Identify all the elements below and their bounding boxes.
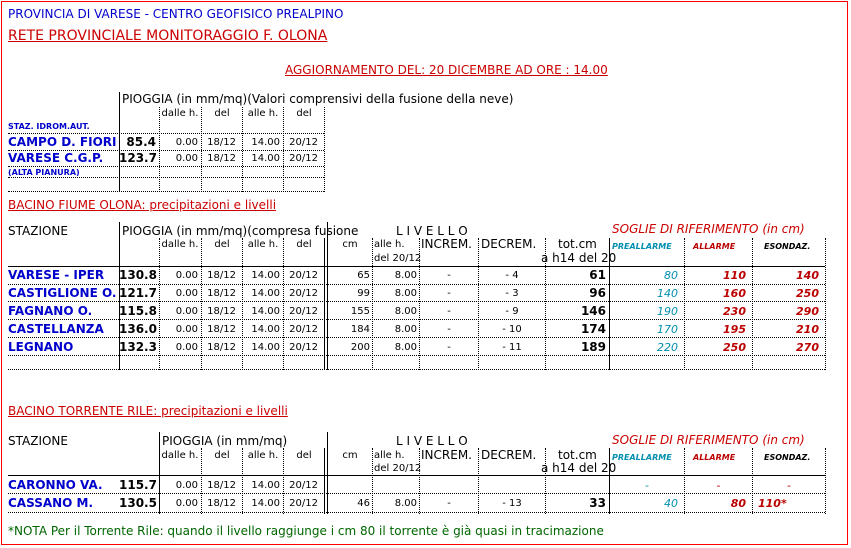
alta-pianura-note: (ALTA PIANURA) <box>8 168 80 177</box>
col-stazione: STAZIONE <box>8 434 68 448</box>
sec1-grid <box>324 107 325 192</box>
h-increm: INCREM. <box>421 237 472 251</box>
cell: 14.00 <box>251 498 280 509</box>
cell: 0.00 <box>175 324 198 335</box>
h-ah14: a h14 del 20 <box>541 461 617 475</box>
h-dalle: dalle h. <box>161 450 199 461</box>
col-livello: L I V E L L O <box>396 434 468 448</box>
cell-cm: 99 <box>357 288 370 299</box>
cell-allarme: 230 <box>723 305 746 318</box>
sec3-grid <box>8 512 825 513</box>
update-time: AGGIORNAMENTO DEL: 20 DICEMBRE AD ORE : 14.00 <box>285 63 608 77</box>
rain-value: 115.8 <box>119 304 157 318</box>
cell: 20/12 <box>289 324 318 335</box>
rain-value: 132.3 <box>119 340 157 354</box>
cell: 20/12 <box>289 498 318 509</box>
cell: 18/12 <box>207 306 236 317</box>
cell: 14.00 <box>251 153 280 164</box>
cell-alleh: 8.00 <box>394 288 417 299</box>
sec2-title: BACINO FIUME OLONA: precipitazioni e livelli <box>8 198 277 212</box>
cell-increm: - <box>447 306 451 317</box>
staz-label: STAZ. IDROM.AUT. <box>8 122 90 131</box>
sec1-h-del: del <box>214 108 230 119</box>
sec2-grid <box>327 222 328 370</box>
sec2-grid <box>8 337 825 338</box>
sec1-h-alle: alle h. <box>247 108 279 119</box>
h-alleh: alle h. <box>374 450 405 461</box>
sec3-grid <box>324 448 325 514</box>
h-del: del <box>214 239 230 250</box>
cell: 0.00 <box>175 498 198 509</box>
cell: 14.00 <box>251 288 280 299</box>
h-ah14: a h14 del 20 <box>541 251 617 265</box>
cell-esondaz: 250 <box>796 287 819 300</box>
cell-tot: 146 <box>580 304 606 318</box>
h-allarme: ALLARME <box>693 453 736 462</box>
h-dalle: dalle h. <box>161 239 199 250</box>
cell-esondaz: 210 <box>796 323 819 336</box>
cell: 0.00 <box>175 288 198 299</box>
cell-cm: 46 <box>357 498 370 509</box>
cell-tot: 96 <box>589 286 606 300</box>
cell-tot: 189 <box>580 340 606 354</box>
cell: 0.00 <box>175 270 198 281</box>
h-allarme: ALLARME <box>693 242 736 251</box>
cell: 14.00 <box>251 306 280 317</box>
station-name: VARESE C.G.P. <box>8 151 104 165</box>
cell: 14.00 <box>251 480 280 491</box>
h-decrem: DECREM. <box>481 237 537 251</box>
station-name: CAMPO D. FIORI <box>8 135 117 149</box>
sec3-grid <box>8 493 825 494</box>
h-del20: del 20/12 <box>374 463 422 474</box>
cell-increm: - <box>447 270 451 281</box>
cell-decrem: - 4 <box>505 270 519 281</box>
cell: 18/12 <box>207 498 236 509</box>
station-name: LEGNANO <box>8 340 74 354</box>
cell-increm: - <box>447 342 451 353</box>
cell-tot: 61 <box>589 268 606 282</box>
col-pioggia: PIOGGIA (in mm/mq)(compresa fusione <box>122 224 359 238</box>
cell-decrem: - 9 <box>505 306 519 317</box>
cell-esondaz: - <box>787 479 791 492</box>
header-line1: PROVINCIA DI VARESE - CENTRO GEOFISICO PREALPINO <box>8 7 344 21</box>
cell-alleh: 8.00 <box>394 306 417 317</box>
cell-decrem: - 11 <box>502 342 522 353</box>
cell: 20/12 <box>289 137 318 148</box>
station-name: CASTELLANZA <box>8 322 104 336</box>
cell: 20/12 <box>289 342 318 353</box>
sec2-grid <box>8 355 825 356</box>
sec1-grid <box>8 133 324 134</box>
rain-value: 130.5 <box>119 496 157 510</box>
cell-preallarme: 190 <box>657 305 678 318</box>
cell-increm: - <box>447 498 451 509</box>
cell-decrem: - 3 <box>505 288 519 299</box>
cell-allarme: 160 <box>723 287 746 300</box>
cell-cm: 155 <box>350 306 370 317</box>
sec3-title: BACINO TORRENTE RILE: precipitazioni e livelli <box>8 404 288 418</box>
rain-value: 136.0 <box>119 322 157 336</box>
sec3-grid <box>825 448 826 514</box>
cell: 18/12 <box>207 288 236 299</box>
rain-value: 121.7 <box>119 286 157 300</box>
rain-value: 115.7 <box>119 478 157 492</box>
sec2-grid <box>8 301 825 302</box>
h-esondaz: ESONDAZ. <box>764 453 811 462</box>
cell: 14.00 <box>251 137 280 148</box>
header-line2: RETE PROVINCIALE MONITORAGGIO F. OLONA <box>8 28 328 44</box>
cell-allarme: 195 <box>723 323 746 336</box>
h-totcm: tot.cm <box>558 448 597 462</box>
sec2-grid <box>8 319 825 320</box>
cell-allarme: - <box>716 479 721 492</box>
h-totcm: tot.cm <box>558 237 597 251</box>
cell-allarme: 80 <box>730 497 746 510</box>
cell-preallarme: 220 <box>657 341 678 354</box>
sec2-grid <box>8 266 825 267</box>
h-del2: del <box>296 239 312 250</box>
sec1-h-dalle: dalle h. <box>161 108 199 119</box>
cell: 14.00 <box>251 270 280 281</box>
cell-tot: 33 <box>589 496 606 510</box>
sec2-grid <box>8 284 825 285</box>
cell: 18/12 <box>207 137 236 148</box>
col-livello: L I V E L L O <box>396 224 468 238</box>
cell-cm: 200 <box>350 342 370 353</box>
col-stazione: STAZIONE <box>8 224 68 238</box>
sec1-title: PIOGGIA (in mm/mq)(Valori comprensivi della fusione della neve) <box>122 92 514 106</box>
cell: 18/12 <box>207 153 236 164</box>
station-name: CASTIGLIONE O. <box>8 286 117 300</box>
rile-note: *NOTA Per il Torrente Rile: quando il livello raggiunge i cm 80 il torrente è già quasi in tracimazione <box>8 524 604 538</box>
cell-allarme: 110 <box>723 269 746 282</box>
sec1-h-del2: del <box>296 108 312 119</box>
cell-decrem: - 10 <box>502 324 522 335</box>
station-name: CASSANO M. <box>8 496 94 510</box>
cell: 18/12 <box>207 480 236 491</box>
h-decrem: DECREM. <box>481 448 537 462</box>
cell-tot: 174 <box>580 322 606 336</box>
cell: 0.00 <box>175 137 198 148</box>
h-esondaz: ESONDAZ. <box>764 242 811 251</box>
h-del: del <box>214 450 230 461</box>
cell-esondaz: 270 <box>796 341 819 354</box>
cell-alleh: 8.00 <box>394 324 417 335</box>
cell-alleh: 8.00 <box>394 498 417 509</box>
cell-alleh: 8.00 <box>394 342 417 353</box>
cell-preallarme: 80 <box>664 269 678 282</box>
cell-preallarme: - <box>645 479 649 492</box>
h-cm: cm <box>342 239 358 250</box>
cell-cm: 65 <box>357 270 370 281</box>
cell-preallarme: 170 <box>657 323 678 336</box>
cell: 14.00 <box>251 342 280 353</box>
cell: 0.00 <box>175 306 198 317</box>
cell: 20/12 <box>289 153 318 164</box>
cell: 18/12 <box>207 324 236 335</box>
cell-alleh: 8.00 <box>394 270 417 281</box>
station-name: CARONNO VA. <box>8 478 103 492</box>
cell: 14.00 <box>251 324 280 335</box>
cell: 0.00 <box>175 153 198 164</box>
h-alle: alle h. <box>247 450 279 461</box>
rain-value: 123.7 <box>119 151 157 165</box>
h-preallarme: PREALLARME <box>612 242 672 251</box>
cell-allarme: 250 <box>723 341 746 354</box>
cell-esondaz: 140 <box>796 269 819 282</box>
cell-esondaz: 290 <box>796 305 819 318</box>
cell-increm: - <box>447 288 451 299</box>
col-soglie: SOGLIE DI RIFERIMENTO (in cm) <box>612 222 805 236</box>
cell-decrem: - 13 <box>502 498 522 509</box>
sec2-grid <box>324 238 325 370</box>
cell: 20/12 <box>289 270 318 281</box>
rain-value: 85.4 <box>126 135 156 149</box>
h-alle: alle h. <box>247 239 279 250</box>
cell-cm: 184 <box>350 324 370 335</box>
rain-value: 130.8 <box>119 268 157 282</box>
cell: 20/12 <box>289 288 318 299</box>
cell: 18/12 <box>207 270 236 281</box>
h-del2: del <box>296 450 312 461</box>
station-name: FAGNANO O. <box>8 304 93 318</box>
cell: 20/12 <box>289 480 318 491</box>
cell-increm: - <box>447 324 451 335</box>
h-del20: del 20/12 <box>374 253 422 264</box>
cell-preallarme: 40 <box>664 497 678 510</box>
cell: 20/12 <box>289 306 318 317</box>
station-name: VARESE - IPER <box>8 268 105 282</box>
sec1-grid <box>8 191 324 192</box>
sec2-grid <box>825 238 826 370</box>
cell: 0.00 <box>175 480 198 491</box>
h-preallarme: PREALLARME <box>612 453 672 462</box>
h-increm: INCREM. <box>421 448 472 462</box>
cell-esondaz: 110* <box>758 497 787 510</box>
sec3-grid <box>8 475 825 476</box>
col-soglie: SOGLIE DI RIFERIMENTO (in cm) <box>612 433 805 447</box>
cell-preallarme: 140 <box>657 287 678 300</box>
h-cm: cm <box>342 450 358 461</box>
h-alleh: alle h. <box>374 239 405 250</box>
cell: 18/12 <box>207 342 236 353</box>
col-pioggia: PIOGGIA (in mm/mq) <box>162 434 288 448</box>
cell: 0.00 <box>175 342 198 353</box>
sec3-grid <box>327 432 328 514</box>
sec2-grid <box>8 369 825 370</box>
